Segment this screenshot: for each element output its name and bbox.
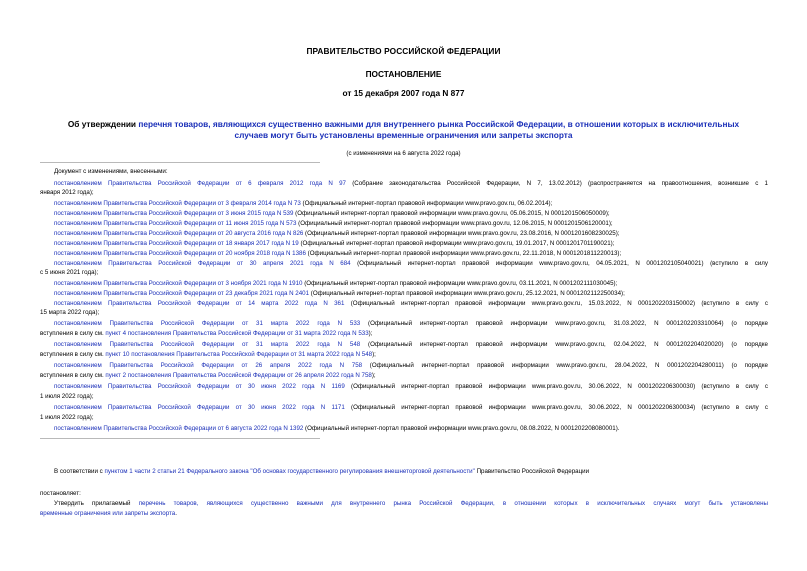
change-item: постановлением Правительства Российской Федерации от 30 июня 2022 года N 1169 (Официальный интернет-портал правовой информации www.pravo.gov.ru, 30.06.2022, N 0001202206300030) (вступило в силу с xyxy=(54,383,768,390)
change-link[interactable]: постановлением Правительства Российской Федерации от 26 апреля 2022 года N 758 xyxy=(54,362,363,369)
resolves-text: постановляет: xyxy=(40,490,81,497)
law-article-link[interactable]: пунктом 1 части 2 статьи 21 Федерального закона xyxy=(104,468,249,475)
change-link[interactable]: постановлением Правительства Российской Федерации от 30 июня 2022 года N 1171 xyxy=(54,404,345,411)
change-link[interactable]: постановлением Правительства Российской Федерации от 11 июня 2015 года N 573 xyxy=(54,220,297,227)
document-date-number: от 15 декабря 2007 года N 877 xyxy=(342,88,465,98)
change-item-cont: с 5 июня 2021 года); xyxy=(40,269,99,276)
change-link[interactable]: постановлением Правительства Российской Федерации от 3 февраля 2014 года N 73 xyxy=(54,200,301,207)
change-item-cont: 1 июля 2022 года); xyxy=(40,414,94,421)
change-cont-link[interactable]: пункт 2 постановления Правительства Российской Федерации от 26 апреля 2022 года N 758 xyxy=(105,372,372,379)
change-item: постановлением Правительства Российской Федерации от 26 апреля 2022 года N 758 (Официальный интернет-портал правовой информации www.pravo.gov.ru, 28.04.2022, N 0001202204280011) (о порядке xyxy=(54,362,768,369)
change-item-cont: января 2012 года); xyxy=(40,189,94,196)
change-link[interactable]: постановлением Правительства Российской Федерации от 20 ноября 2018 года N 1386 xyxy=(54,250,306,257)
edition-note: (с изменениями на 6 августа 2022 года) xyxy=(346,150,461,157)
document-title xyxy=(40,119,767,141)
change-item-cont: вступления в силу см. пункт 4 постановления Правительства Российской Федерации от 31 марта 2022 года N 533); xyxy=(40,330,373,337)
basis-paragraph: В соответствии с пунктом 1 части 2 статьи 21 Федерального закона "Об основах государственного регулирования внешнеторговой деятельности" Правительство Российской Федерации xyxy=(54,468,590,475)
change-link[interactable]: постановлением Правительства Российской Федерации от 31 марта 2022 года N 533 xyxy=(54,320,361,327)
change-item: постановлением Правительства Российской Федерации от 20 ноября 2018 года N 1386 (Официальный интернет-портал правовой информации www.pravo.gov.ru, 22.11.2018, N 0001201811220013); xyxy=(54,250,622,257)
change-link[interactable]: постановлением Правительства Российской Федерации от 31 марта 2022 года N 548 xyxy=(54,341,361,348)
change-link[interactable]: постановлением Правительства Российской Федерации от 30 апреля 2021 года N 684 xyxy=(54,260,351,267)
change-item: постановлением Правительства Российской Федерации от 30 апреля 2021 года N 684 (Официальный интернет-портал правовой информации www.pravo.gov.ru, 04.05.2021, N 0001202105040021) (вступило в силу xyxy=(54,260,768,267)
change-link[interactable]: постановлением Правительства Российской Федерации от 6 февраля 2012 года N 97 xyxy=(54,180,346,187)
change-item: постановлением Правительства Российской Федерации от 18 января 2017 года N 19 (Официальный интернет-портал правовой информации www.pravo.gov.ru, 19.01.2017, N 0001201701190021); xyxy=(54,240,615,247)
approve-paragraph-cont: временные ограничения или запреты экспорта. xyxy=(40,510,177,517)
change-item: постановлением Правительства Российской Федерации от 3 июня 2015 года N 539 (Официальный интернет-портал правовой информации www.pravo.gov.ru, 05.06.2015, N 0001201506050009); xyxy=(54,210,610,217)
approved-list-link-cont[interactable]: временные ограничения или запреты экспорта xyxy=(40,510,176,517)
bottom-divider xyxy=(40,438,320,439)
change-link[interactable]: постановлением Правительства Российской Федерации от 14 марта 2022 года N 361 xyxy=(54,300,345,307)
change-item: постановлением Правительства Российской Федерации от 6 августа 2022 года N 1392 (Официальный интернет-портал правовой информации www.pravo.gov.ru, 08.08.2022, N 0001202208080001). xyxy=(54,425,620,432)
changes-intro: Документ с изменениями, внесенными: xyxy=(54,168,168,175)
law-title-link[interactable]: "Об основах государственного регулирования внешнеторговой деятельности" xyxy=(250,468,475,475)
change-link[interactable]: постановлением Правительства Российской Федерации от 30 июня 2022 года N 1169 xyxy=(54,383,345,390)
change-item: постановлением Правительства Российской Федерации от 30 июня 2022 года N 1171 (Официальный интернет-портал правовой информации www.pravo.gov.ru, 30.06.2022, N 0001202206300034) (вступило в силу с xyxy=(54,404,768,411)
change-cont-link[interactable]: пункт 4 постановления Правительства Российской Федерации от 31 марта 2022 года N 533 xyxy=(105,330,369,337)
change-cont-link[interactable]: пункт 10 постановления Правительства Российской Федерации от 31 марта 2022 года N 548 xyxy=(105,351,373,358)
change-item: постановлением Правительства Российской Федерации от 3 ноября 2021 года N 1910 (Официальный интернет-портал правовой информации www.pravo.gov.ru, 03.11.2021, N 0001202111030045); xyxy=(54,280,618,287)
change-item-cont: 15 марта 2022 года); xyxy=(40,309,100,316)
change-item: постановлением Правительства Российской Федерации от 23 декабря 2021 года N 2401 (Официальный интернет-портал правовой информации www.pravo.gov.ru, 25.12.2021, N 0001202112250034); xyxy=(54,290,625,297)
change-item: постановлением Правительства Российской Федерации от 20 августа 2016 года N 826 (Официальный интернет-портал правовой информации www.pravo.gov.ru, 23.08.2016, N 0001201608230025); xyxy=(54,230,620,237)
approve-paragraph: Утвердить прилагаемый перечень товаров, являющихся существенно важными для внутреннего рынка Российской Федерации, в отношении которых в исключительных случаях могут быть установлены xyxy=(54,500,768,507)
change-item: постановлением Правительства Российской Федерации от 6 февраля 2012 года N 97 (Собрание законодательства Российской Федерации, N 7, 13.02.2012) (распространяется на правоотношения, возникшие с 1 xyxy=(54,180,768,187)
change-item-cont: вступления в силу см. пункт 10 постановления Правительства Российской Федерации от 31 марта 2022 года N 548); xyxy=(40,351,376,358)
change-link[interactable]: постановлением Правительства Российской Федерации от 23 декабря 2021 года N 2401 xyxy=(54,290,310,297)
title-prefix: Об утверждении xyxy=(67,119,139,129)
change-item: постановлением Правительства Российской Федерации от 31 марта 2022 года N 548 (Официальный интернет-портал правовой информации www.pravo.gov.ru, 02.04.2022, N 0001202204020020) (о порядке xyxy=(54,341,768,348)
change-item: постановлением Правительства Российской Федерации от 31 марта 2022 года N 533 (Официальный интернет-портал правовой информации www.pravo.gov.ru, 31.03.2022, N 0001202203310064) (о порядке xyxy=(54,320,768,327)
change-item-cont: вступления в силу см. пункт 2 постановления Правительства Российской Федерации от 26 апреля 2022 года N 758); xyxy=(40,372,376,379)
document-type-heading: ПОСТАНОВЛЕНИЕ xyxy=(365,69,442,79)
change-link[interactable]: постановлением Правительства Российской Федерации от 18 января 2017 года N 19 xyxy=(54,240,299,247)
change-item: постановлением Правительства Российской Федерации от 11 июня 2015 года N 573 (Официальный интернет-портал правовой информации www.pravo.gov.ru, 12.06.2015, N 0001201506120001); xyxy=(54,220,613,227)
change-item: постановлением Правительства Российской Федерации от 3 февраля 2014 года N 73 (Официальный интернет-портал правовой информации www.pravo.gov.ru, 06.02.2014); xyxy=(54,200,553,207)
approved-list-link[interactable]: перечень товаров, являющихся существенно важными для внутреннего рынка Российской Федерации, в отношении которых в исключительных случаях могут быть установлены xyxy=(138,500,768,507)
title-list-link[interactable]: перечня товаров, являющихся существенно важными для внутреннего рынка Российской Федерации, в отношении которых в исключительных xyxy=(138,119,740,129)
title-list-link-cont[interactable]: случаев могут быть установлены временные ограничения или запреты экспорта xyxy=(234,130,573,140)
change-link[interactable]: постановлением Правительства Российской Федерации от 6 августа 2022 года N 1392 xyxy=(54,425,304,432)
government-heading: ПРАВИТЕЛЬСТВО РОССИЙСКОЙ ФЕДЕРАЦИИ xyxy=(306,46,501,56)
top-divider xyxy=(40,162,320,163)
change-link[interactable]: постановлением Правительства Российской Федерации от 3 июня 2015 года N 539 xyxy=(54,210,294,217)
change-item: постановлением Правительства Российской Федерации от 14 марта 2022 года N 361 (Официальный интернет-портал правовой информации www.pravo.gov.ru, 15.03.2022, N 0001202203150002) (вступило в силу с xyxy=(54,300,768,307)
change-link[interactable]: постановлением Правительства Российской Федерации от 20 августа 2016 года N 826 xyxy=(54,230,304,237)
change-item-cont: 1 июля 2022 года); xyxy=(40,393,94,400)
change-link[interactable]: постановлением Правительства Российской Федерации от 3 ноября 2021 года N 1910 xyxy=(54,280,303,287)
